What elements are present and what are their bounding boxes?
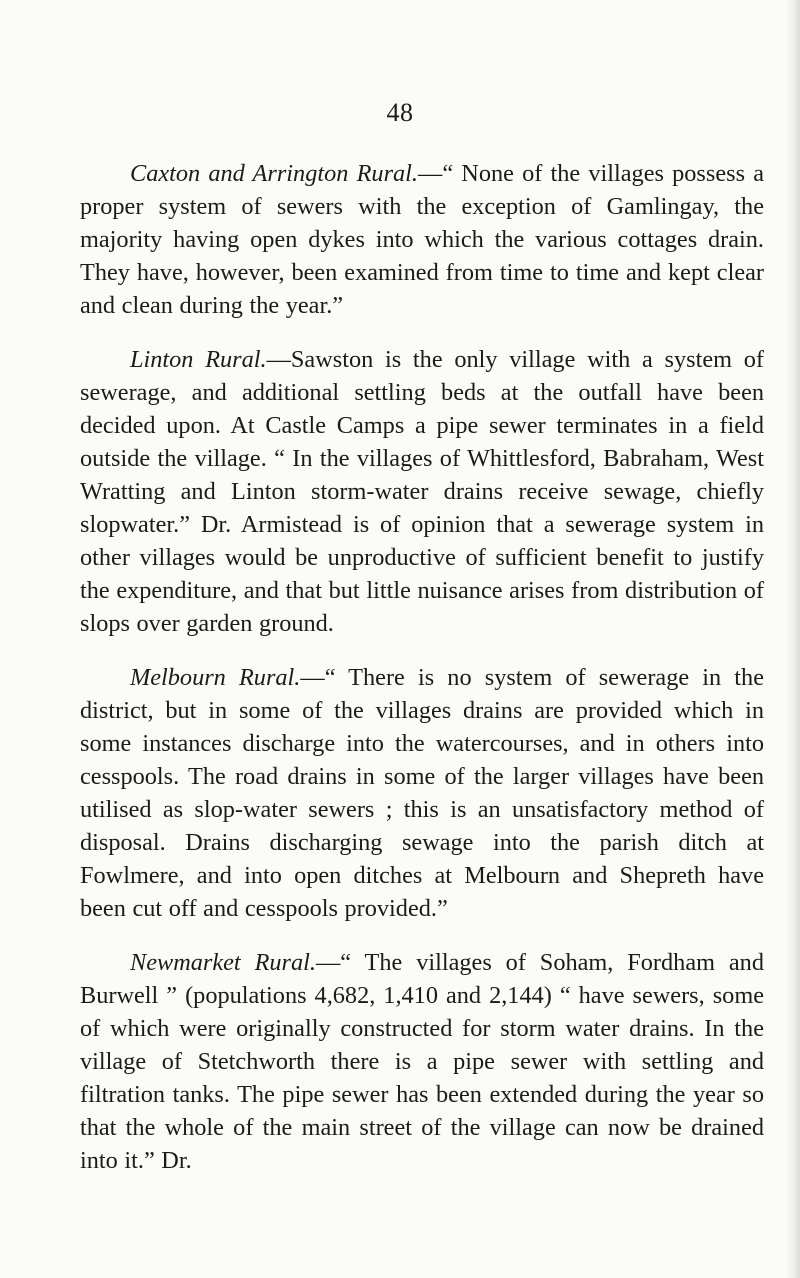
paragraph-newmarket — [80, 946, 764, 1177]
paragraph-heading: Caxton and Arrington Rural. — [130, 160, 419, 187]
paragraph-melbourn — [80, 661, 764, 925]
paragraph-heading: Melbourn Rural. — [130, 664, 301, 691]
paragraph-text: —Sawston is the only village with a system of sewerage, and additional settling beds at the outfall have been decided upon. At Castle Camps a pipe sewer terminates in a field outside the village. “ In the villages of Whittlesford, Babraham, West Wratting and Linton storm-water drains receive sewage, chiefly slopwater.” Dr. Armistead is of opinion that a sewerage system in other villages would be unproductive of sufficient benefit to justify the expenditure, and that but little nuisance arises from distribution of slops over garden ground. — [80, 346, 764, 637]
paragraph-heading: Newmarket Rural. — [130, 949, 316, 976]
paragraph-text: —“ None of the villages possess a proper system of sewers with the exception of Gamlingay, the majority having open dykes into which the various cottages drain. They have, however, been examined from time to time and kept clear and clean during the year.” — [80, 160, 764, 319]
paragraph-heading: Linton Rural. — [130, 346, 267, 373]
paragraph-linton — [80, 343, 764, 640]
paragraph-text: —“ The villages of Soham, Fordham and Burwell ” (populations 4,682, 1,410 and 2,144) “ have sewers, some of which were originally constructed for storm water drains. In the village of Stetchworth there is a pipe sewer with settling and filtration tanks. The pipe sewer has been extended during the year so that the whole of the main street of the village can now be drained into it.” Dr. — [80, 949, 764, 1174]
page-edge-shadow — [786, 0, 800, 1278]
body-text — [80, 157, 764, 1198]
paragraph-text: —“ There is no system of sewerage in the district, but in some of the villages drains are provided which in some instances discharge into the watercourses, and in others into cesspools. The road drains in some of the larger villages have been utilised as slop-water sewers ; this is an unsatisfactory method of disposal. Drains discharging sewage into the parish ditch at Fowlmere, and into open ditches at Melbourn and Shepreth have been cut off and cesspools provided.” — [80, 664, 764, 922]
page-number: 48 — [386, 98, 414, 127]
paragraph-caxton-arrington — [80, 157, 764, 322]
